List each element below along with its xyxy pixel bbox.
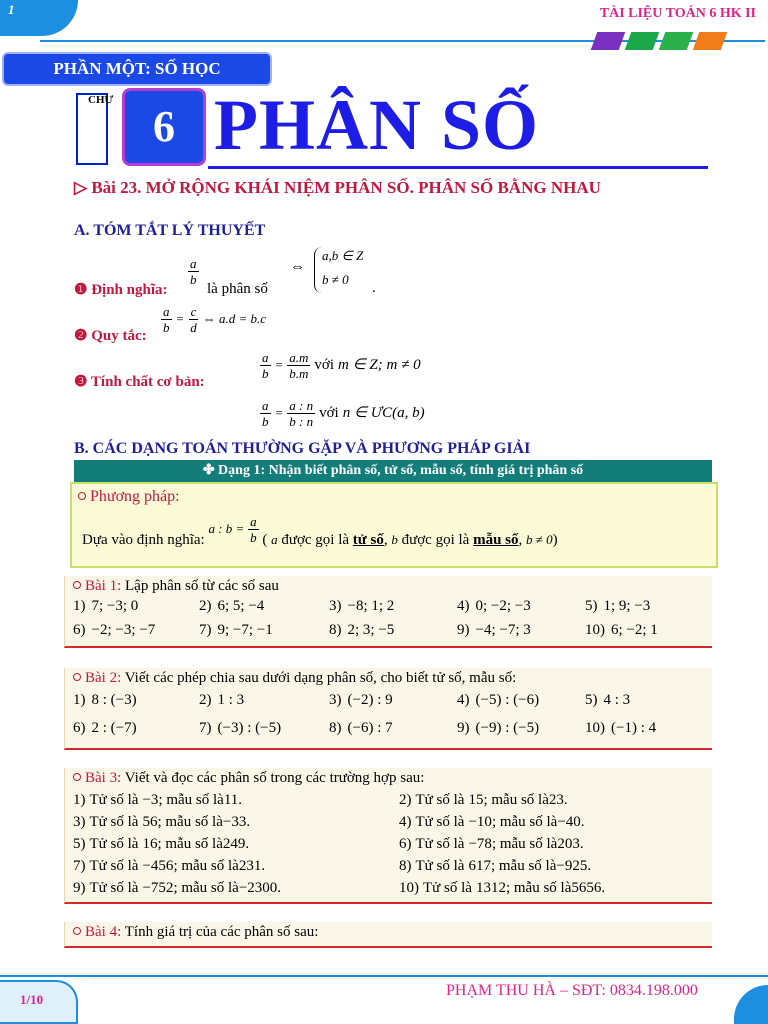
- method-label: Phương pháp:: [90, 488, 180, 505]
- numerator-value: 1312: [475, 880, 506, 896]
- page-indicator: 1/10: [20, 992, 44, 1007]
- property-condition-1: m ∈ Z; m ≠ 0: [338, 357, 421, 374]
- frac-den: b : n: [289, 414, 314, 429]
- item-number: 5): [73, 836, 86, 852]
- denominator-value: −925.: [556, 858, 592, 874]
- item-number: 3): [329, 692, 342, 708]
- numerator-value: 15: [468, 792, 484, 808]
- numerator-label: Tử số là: [415, 792, 465, 808]
- frac-num: a: [250, 514, 257, 529]
- exercise-item: [73, 814, 250, 831]
- exercise-item: [199, 720, 281, 737]
- definition-condition-2: b ≠ 0: [322, 272, 349, 287]
- denominator-label: ; mẫu số là: [483, 792, 549, 808]
- swatch-orange: [693, 32, 728, 50]
- exercise-item: [585, 720, 656, 737]
- item-number: 1): [73, 792, 86, 808]
- denominator-label: ; mẫu số là: [505, 880, 572, 896]
- numerator-label: Tử số là: [89, 792, 139, 808]
- denominator-value: −2300.: [238, 880, 282, 896]
- heading-problem-types: B. CÁC DẠNG TOÁN THƯỜNG GẶP VÀ PHƯƠNG PHÁP GIẢI: [74, 440, 531, 457]
- called-text: được gọi là: [401, 532, 470, 548]
- definition-label: ❶ Định nghĩa:: [74, 282, 168, 298]
- method-content: [82, 510, 558, 549]
- bullet-icon: [73, 927, 81, 935]
- item-value: 1; 9; −3: [603, 598, 651, 614]
- definition-dot: .: [372, 280, 376, 296]
- frac-num: a : n: [289, 398, 314, 413]
- exercise-4: [64, 922, 712, 948]
- numerator-value: −3: [142, 792, 159, 808]
- exercise-item: [585, 622, 658, 639]
- item-value: 1 : 3: [217, 692, 245, 708]
- frac-num: a: [262, 350, 269, 365]
- item-number: 4): [457, 692, 470, 708]
- item-value: 6; −2; 1: [611, 622, 658, 638]
- comma: ,: [518, 532, 523, 548]
- item-value: (−3) : (−5): [217, 720, 282, 736]
- item-value: 6; 5; −4: [217, 598, 265, 614]
- denominator-value: −33.: [222, 814, 251, 830]
- exercise-3: [64, 768, 712, 904]
- definition-iff: ⇔: [290, 259, 305, 275]
- definition-condition-1: a,b ∈ Z: [322, 248, 364, 263]
- item-number: 3): [329, 598, 342, 614]
- exercise-item: [585, 692, 630, 709]
- item-number: 6): [73, 622, 86, 638]
- denominator-label: ; mẫu số là: [491, 814, 558, 830]
- exercise-item: [73, 836, 249, 853]
- exercise-title: Viết và đọc các phân số trong các trường hợp sau:: [124, 770, 425, 786]
- comma: ,: [383, 532, 388, 548]
- exercise-label: Bài 1:: [85, 578, 122, 594]
- item-value: −8; 1; 2: [347, 598, 395, 614]
- method-expression: a : b =: [208, 520, 245, 536]
- item-number: 8): [329, 622, 342, 638]
- exercise-3-heading: [73, 770, 424, 787]
- definition-brace: [314, 247, 322, 293]
- denominator-label: ; mẫu số là: [173, 880, 239, 896]
- numerator-label: Tử số là: [415, 814, 465, 830]
- item-number: 10): [585, 720, 605, 736]
- frac-den: b.m: [289, 366, 309, 381]
- var-b: b: [391, 532, 398, 547]
- item-number: 2): [399, 792, 412, 808]
- item-number: 4): [457, 598, 470, 614]
- color-swatches: [594, 32, 724, 50]
- frac-den: b: [163, 320, 170, 335]
- equals-sign: =: [175, 311, 185, 327]
- item-number: 8): [399, 858, 412, 874]
- denominator-value: 203.: [557, 836, 584, 852]
- chapter-number: 6: [122, 88, 206, 166]
- definition-fraction: [188, 256, 199, 287]
- item-number: 7): [73, 858, 86, 874]
- frac-num: a: [190, 256, 197, 271]
- method-tail: [262, 532, 557, 549]
- exercise-item: [399, 858, 591, 875]
- swatch-green: [625, 32, 660, 50]
- denominator-term: mẫu số: [473, 532, 519, 548]
- property-condition-2: n ∈ ƯC(a, b): [342, 405, 425, 422]
- heading-theory: A. TÓM TẮT LÝ THUYẾT: [74, 222, 266, 239]
- item-number: 1): [73, 598, 86, 614]
- type-1-banner: ✤ Dạng 1: Nhận biết phân số, tử số, mẫu số, tính giá trị phân số: [74, 460, 712, 482]
- method-condition: b ≠ 0: [526, 532, 553, 547]
- exercise-item: [457, 720, 539, 737]
- frac-num: c: [190, 304, 197, 319]
- exercise-1-heading: [73, 578, 279, 595]
- exercise-item: [329, 692, 393, 709]
- item-number: 10): [585, 622, 605, 638]
- numerator-label: Tử số là: [89, 858, 139, 874]
- exercise-label: Bài 3:: [85, 770, 122, 786]
- called-text: được gọi là: [281, 532, 350, 548]
- chapter-underline: [208, 166, 708, 169]
- denominator-label: ; mẫu số là: [491, 836, 558, 852]
- page-corner-top-left: [0, 0, 78, 36]
- exercise-item: [399, 880, 605, 897]
- item-value: (−6) : 7: [347, 720, 393, 736]
- denominator-value: 5656.: [571, 880, 606, 896]
- item-number: 5): [585, 598, 598, 614]
- frac-num: a: [163, 304, 170, 319]
- swatch-green-2: [659, 32, 694, 50]
- exercise-item: [73, 692, 137, 709]
- numerator-term: tử số: [352, 532, 384, 548]
- item-number: 9): [73, 880, 86, 896]
- exercise-item: [399, 836, 584, 853]
- paren-open: (: [262, 532, 268, 548]
- item-number: 6): [73, 720, 86, 736]
- denominator-label: ; mẫu số là: [158, 792, 224, 808]
- exercise-item: [199, 692, 244, 709]
- method-box: [70, 482, 718, 568]
- item-number: 2): [199, 598, 212, 614]
- bottom-rule: [0, 975, 768, 977]
- exercise-item: [457, 692, 539, 709]
- exercise-item: [73, 858, 265, 875]
- exercise-item: [399, 814, 585, 831]
- numerator-label: Tử số là: [415, 858, 465, 874]
- numerator-label: Tử số là: [89, 814, 139, 830]
- denominator-label: ; mẫu số là: [173, 858, 239, 874]
- rule-expression: [161, 304, 266, 335]
- method-intro: Dựa vào định nghĩa:: [82, 532, 205, 548]
- item-value: 8 : (−3): [91, 692, 137, 708]
- exercise-item: [585, 598, 650, 615]
- document-title: TÀI LIỆU TOÁN 6 HK II: [599, 6, 756, 21]
- frac-num: a: [262, 398, 269, 413]
- item-value: 0; −2; −3: [475, 598, 531, 614]
- denominator-label: ; mẫu số là: [490, 858, 557, 874]
- frac-den: b: [262, 366, 269, 381]
- exercise-item: [399, 792, 568, 809]
- equals-sign: =: [274, 405, 284, 421]
- item-value: 9; −7; −1: [217, 622, 273, 638]
- definition-text: là phân số: [207, 281, 268, 297]
- numerator-value: −456: [142, 858, 174, 874]
- numerator-label: Tử số là: [89, 836, 139, 852]
- exercise-label: Bài 4:: [85, 924, 122, 940]
- var-a: a: [271, 532, 278, 547]
- bullet-icon: [73, 673, 81, 681]
- item-number: 3): [73, 814, 86, 830]
- frac-den: b: [190, 272, 197, 287]
- item-number: 9): [457, 720, 470, 736]
- exercise-item: [73, 792, 242, 809]
- frac-den: b: [250, 530, 257, 545]
- item-value: −2; −3; −7: [91, 622, 156, 638]
- frac-den: b: [262, 414, 269, 429]
- item-number: 7): [199, 622, 212, 638]
- item-number: 8): [329, 720, 342, 736]
- exercise-title: Viết các phép chia sau dưới dạng phân số, cho biết tử số, mẫu số:: [124, 670, 517, 686]
- swatch-purple: [591, 32, 626, 50]
- rule-label: ❷ Quy tắc:: [74, 328, 147, 344]
- exercise-item: [329, 720, 393, 737]
- numerator-value: −78: [468, 836, 492, 852]
- item-number: 5): [585, 692, 598, 708]
- item-number: 10): [399, 880, 419, 896]
- numerator-label: Tử số là: [89, 880, 139, 896]
- exercise-item: [457, 598, 531, 615]
- property-expression-1: [260, 350, 421, 381]
- denominator-value: 11.: [223, 792, 243, 808]
- exercise-item: [73, 622, 155, 639]
- item-value: −4; −7; 3: [475, 622, 531, 638]
- item-value: (−5) : (−6): [475, 692, 540, 708]
- exercise-title: Tính giá trị của các phân số sau:: [124, 924, 319, 940]
- numerator-value: 56: [142, 814, 158, 830]
- exercise-item: [199, 622, 273, 639]
- item-number: 1): [73, 692, 86, 708]
- page-number-top: 1: [8, 2, 15, 17]
- denominator-label: ; mẫu số là: [157, 836, 223, 852]
- item-value: 7; −3; 0: [91, 598, 139, 614]
- paren-close: ): [552, 532, 558, 548]
- item-number: 6): [399, 836, 412, 852]
- exercise-title: Lập phân số từ các số sau: [125, 578, 279, 594]
- chapter-title: PHÂN SỐ: [214, 85, 540, 165]
- item-value: (−2) : 9: [347, 692, 393, 708]
- exercise-item: [329, 622, 394, 639]
- item-number: 2): [199, 692, 212, 708]
- exercise-item: [73, 880, 281, 897]
- item-value: (−9) : (−5): [475, 720, 540, 736]
- page-corner-bottom-right: [734, 985, 768, 1024]
- numerator-value: −10: [468, 814, 492, 830]
- item-value: 2 : (−7): [91, 720, 137, 736]
- denominator-value: −40.: [557, 814, 585, 830]
- exercise-4-heading: [73, 924, 318, 941]
- property-label: ❸ Tính chất cơ bản:: [74, 374, 205, 390]
- frac-num: a.m: [289, 350, 309, 365]
- exercise-item: [199, 598, 264, 615]
- exercise-item: [329, 598, 394, 615]
- numerator-label: Tử số là: [415, 836, 465, 852]
- bullet-icon: [73, 581, 81, 589]
- frac-den: d: [190, 320, 197, 335]
- bullet-icon: [73, 773, 81, 781]
- denominator-value: 231.: [238, 858, 266, 874]
- denominator-value: 23.: [548, 792, 568, 808]
- property-expression-2: [260, 398, 425, 429]
- denominator-value: 249.: [222, 836, 250, 852]
- exercise-2: [64, 668, 712, 750]
- with-word: với: [319, 405, 339, 422]
- item-value: 2; 3; −5: [347, 622, 395, 638]
- numerator-value: −752: [142, 880, 174, 896]
- lesson-title: ▷ Bài 23. MỞ RỘNG KHÁI NIỆM PHÂN SỐ. PHÂN SỐ BẰNG NHAU: [74, 178, 601, 197]
- method-heading: [78, 488, 180, 506]
- item-value: (−1) : 4: [611, 720, 657, 736]
- exercise-item: [73, 720, 137, 737]
- exercise-item: [73, 598, 138, 615]
- exercise-2-heading: [73, 670, 516, 687]
- rule-equivalence: ⇔ a.d = b.c: [202, 311, 267, 327]
- footer-author: PHẠM THU HÀ – SĐT: 0834.198.000: [446, 982, 698, 999]
- denominator-label: ; mẫu số là: [157, 814, 223, 830]
- section-label: PHẦN MỘT: SỐ HỌC: [2, 52, 272, 86]
- numerator-value: 16: [142, 836, 158, 852]
- chapter-word: CHƯ: [88, 94, 114, 106]
- page-tab: [0, 980, 78, 1024]
- with-word: với: [314, 357, 335, 374]
- item-number: 4): [399, 814, 412, 830]
- numerator-label: Tử số là: [423, 880, 472, 896]
- equals-sign: =: [274, 357, 284, 373]
- item-number: 9): [457, 622, 470, 638]
- exercise-label: Bài 2:: [85, 670, 122, 686]
- bullet-icon: [78, 492, 86, 500]
- numerator-value: 617: [468, 858, 491, 874]
- item-number: 7): [199, 720, 212, 736]
- exercise-item: [457, 622, 531, 639]
- item-value: 4 : 3: [603, 692, 631, 708]
- exercise-1: [64, 576, 712, 648]
